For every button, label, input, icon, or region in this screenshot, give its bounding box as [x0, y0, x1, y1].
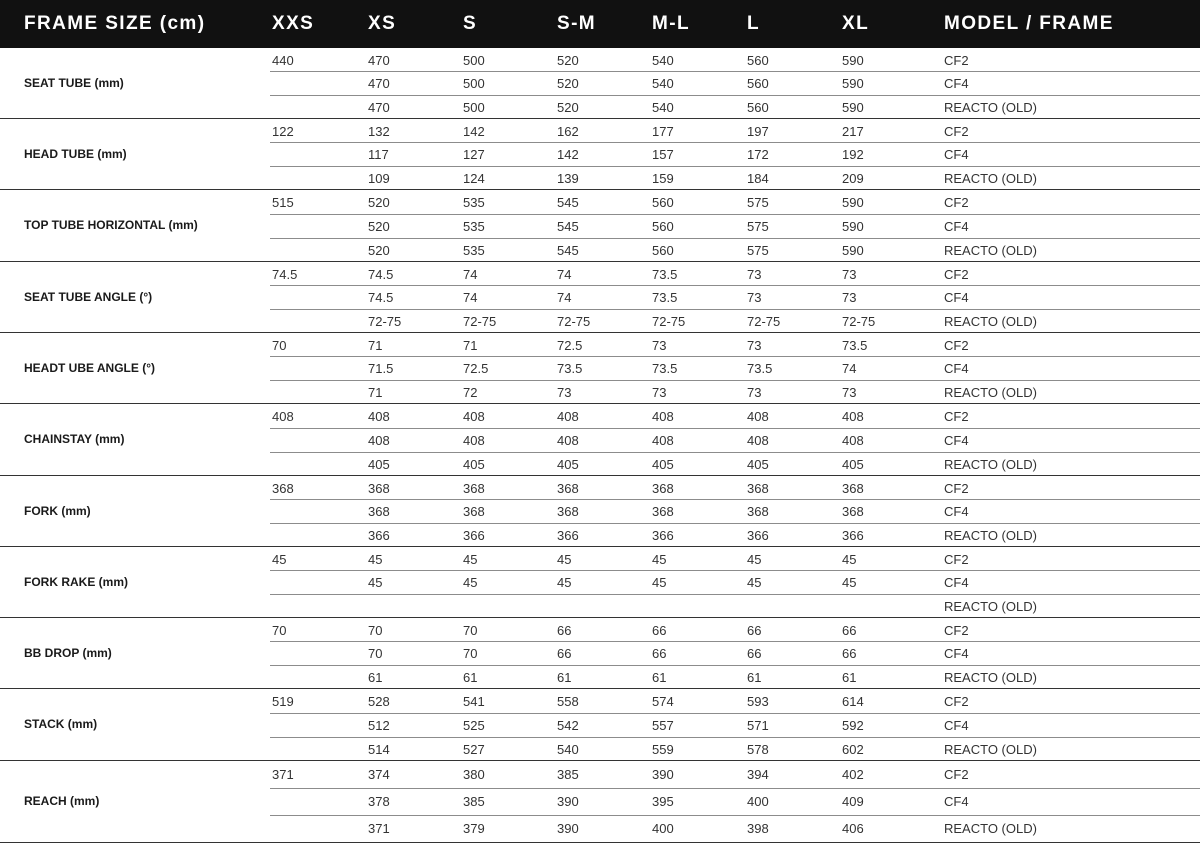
value-cell: 73.5 [652, 267, 678, 282]
value-cell: 520 [368, 219, 390, 234]
value-cell: 366 [842, 528, 864, 543]
model-cell: CF2 [944, 338, 969, 353]
value-cell: 540 [652, 76, 674, 91]
value-cell: 177 [652, 124, 674, 139]
value-cell: 61 [842, 670, 857, 685]
row-divider [270, 594, 1200, 595]
value-cell: 368 [747, 504, 769, 519]
value-cell: 408 [368, 409, 390, 424]
value-cell: 575 [747, 195, 769, 210]
value-cell: 590 [842, 243, 864, 258]
value-cell: 368 [842, 481, 864, 496]
value-cell: 519 [272, 694, 294, 709]
value-cell: 72-75 [652, 314, 686, 329]
value-cell: 578 [747, 742, 769, 757]
value-cell: 560 [652, 195, 674, 210]
value-cell: 368 [463, 481, 485, 496]
value-cell: 124 [463, 171, 485, 186]
table-group [0, 618, 1200, 689]
value-cell: 45 [368, 552, 383, 567]
value-cell: 71.5 [368, 361, 394, 376]
value-cell: 132 [368, 124, 390, 139]
model-cell: CF4 [944, 433, 969, 448]
parameter-label: SEAT TUBE (mm) [24, 75, 124, 90]
table-group [0, 119, 1200, 190]
value-cell: 400 [652, 821, 674, 836]
model-cell: CF4 [944, 504, 969, 519]
value-cell: 515 [272, 195, 294, 210]
value-cell: 408 [272, 409, 294, 424]
header-frame-size: FRAME SIZE (cm) [24, 13, 206, 34]
value-cell: 142 [557, 147, 579, 162]
value-cell: 380 [463, 767, 485, 782]
value-cell: 408 [842, 409, 864, 424]
value-cell: 66 [652, 623, 667, 638]
model-cell: CF2 [944, 552, 969, 567]
table-group [0, 48, 1200, 119]
row-divider [270, 356, 1200, 357]
value-cell: 560 [747, 53, 769, 68]
value-cell: 74 [557, 290, 572, 305]
value-cell: 394 [747, 767, 769, 782]
row-divider [270, 380, 1200, 381]
value-cell: 117 [368, 147, 389, 162]
value-cell: 366 [368, 528, 390, 543]
value-cell: 73 [747, 290, 762, 305]
value-cell: 73 [652, 338, 667, 353]
value-cell: 575 [747, 243, 769, 258]
model-cell: CF2 [944, 195, 969, 210]
row-divider [270, 452, 1200, 453]
value-cell: 127 [463, 147, 485, 162]
row-divider [270, 737, 1200, 738]
value-cell: 374 [368, 767, 390, 782]
header-size-s: S [463, 13, 478, 34]
value-cell: 61 [557, 670, 572, 685]
value-cell: 45 [463, 575, 478, 590]
value-cell: 45 [557, 575, 572, 590]
value-cell: 527 [463, 742, 485, 757]
table-group [0, 262, 1200, 333]
value-cell: 73.5 [652, 290, 678, 305]
value-cell: 390 [557, 794, 579, 809]
row-divider [270, 815, 1200, 816]
value-cell: 558 [557, 694, 579, 709]
model-cell: CF4 [944, 219, 969, 234]
value-cell: 61 [463, 670, 478, 685]
parameter-label: SEAT TUBE ANGLE (°) [24, 289, 153, 304]
value-cell: 73 [652, 385, 667, 400]
value-cell: 500 [463, 53, 485, 68]
model-cell: REACTO (OLD) [944, 528, 1037, 543]
value-cell: 470 [368, 100, 390, 115]
value-cell: 535 [463, 219, 485, 234]
value-cell: 590 [842, 76, 864, 91]
row-divider [270, 95, 1200, 96]
value-cell: 400 [747, 794, 769, 809]
value-cell: 61 [652, 670, 667, 685]
header-size-m-l: M-L [652, 13, 690, 34]
value-cell: 368 [842, 504, 864, 519]
value-cell: 390 [557, 821, 579, 836]
value-cell: 398 [747, 821, 769, 836]
value-cell: 45 [652, 552, 667, 567]
model-cell: CF4 [944, 794, 969, 809]
value-cell: 406 [842, 821, 864, 836]
value-cell: 408 [652, 409, 674, 424]
model-cell: CF4 [944, 76, 969, 91]
value-cell: 73.5 [747, 361, 773, 376]
value-cell: 520 [368, 195, 390, 210]
value-cell: 368 [272, 481, 294, 496]
model-cell: CF2 [944, 481, 969, 496]
value-cell: 405 [463, 457, 485, 472]
value-cell: 590 [842, 219, 864, 234]
model-cell: REACTO (OLD) [944, 314, 1037, 329]
value-cell: 66 [747, 623, 762, 638]
table-group [0, 547, 1200, 618]
value-cell: 366 [747, 528, 769, 543]
value-cell: 408 [463, 433, 485, 448]
value-cell: 500 [463, 76, 485, 91]
model-cell: CF2 [944, 267, 969, 282]
value-cell: 368 [557, 504, 579, 519]
model-cell: REACTO (OLD) [944, 171, 1037, 186]
row-divider [270, 309, 1200, 310]
row-divider [270, 665, 1200, 666]
value-cell: 73.5 [557, 361, 583, 376]
value-cell: 385 [557, 767, 579, 782]
value-cell: 378 [368, 794, 390, 809]
parameter-label: FORK (mm) [24, 503, 91, 518]
model-cell: REACTO (OLD) [944, 243, 1037, 258]
value-cell: 560 [652, 243, 674, 258]
value-cell: 557 [652, 718, 674, 733]
value-cell: 71 [368, 338, 383, 353]
value-cell: 70 [368, 623, 383, 638]
value-cell: 602 [842, 742, 864, 757]
value-cell: 192 [842, 147, 864, 162]
model-cell: CF2 [944, 124, 969, 139]
table-group [0, 333, 1200, 404]
parameter-label: REACH (mm) [24, 794, 100, 808]
value-cell: 73 [747, 267, 762, 282]
value-cell: 72-75 [368, 314, 402, 329]
value-cell: 408 [368, 433, 390, 448]
value-cell: 574 [652, 694, 674, 709]
row-divider [270, 428, 1200, 429]
value-cell: 545 [557, 195, 579, 210]
value-cell: 45 [842, 552, 857, 567]
parameter-label: HEAD TUBE (mm) [24, 146, 127, 161]
value-cell: 560 [652, 219, 674, 234]
model-cell: CF2 [944, 623, 969, 638]
value-cell: 74 [463, 267, 478, 282]
value-cell: 70 [272, 338, 287, 353]
value-cell: 535 [463, 195, 485, 210]
model-cell: REACTO (OLD) [944, 821, 1037, 836]
value-cell: 560 [747, 76, 769, 91]
row-divider [270, 713, 1200, 714]
value-cell: 500 [463, 100, 485, 115]
value-cell: 217 [842, 124, 864, 139]
value-cell: 520 [557, 76, 579, 91]
value-cell: 73 [747, 338, 762, 353]
value-cell: 209 [842, 171, 864, 186]
value-cell: 535 [463, 243, 485, 258]
parameter-label: HEADT UBE ANGLE (°) [24, 360, 156, 375]
value-cell: 571 [747, 718, 769, 733]
value-cell: 73.5 [652, 361, 678, 376]
value-cell: 45 [652, 575, 667, 590]
value-cell: 45 [747, 552, 762, 567]
value-cell: 72-75 [842, 314, 876, 329]
row-divider [270, 641, 1200, 642]
value-cell: 139 [557, 171, 579, 186]
value-cell: 395 [652, 794, 674, 809]
model-cell: CF2 [944, 767, 969, 782]
value-cell: 590 [842, 195, 864, 210]
value-cell: 72 [463, 385, 478, 400]
value-cell: 66 [652, 646, 667, 661]
row-divider [270, 570, 1200, 571]
table-group [0, 689, 1200, 761]
value-cell: 45 [368, 575, 383, 590]
value-cell: 157 [652, 147, 674, 162]
table-group [0, 761, 1200, 843]
value-cell: 405 [557, 457, 579, 472]
value-cell: 590 [842, 100, 864, 115]
value-cell: 73 [747, 385, 762, 400]
value-cell: 184 [747, 171, 769, 186]
value-cell: 142 [463, 124, 485, 139]
value-cell: 405 [652, 457, 674, 472]
parameter-label: BB DROP (mm) [24, 645, 112, 660]
value-cell: 408 [557, 409, 579, 424]
value-cell: 45 [557, 552, 572, 567]
table-group [0, 190, 1200, 262]
header-model-frame: MODEL / FRAME [944, 13, 1114, 34]
value-cell: 405 [368, 457, 390, 472]
parameter-label: CHAINSTAY (mm) [24, 432, 125, 446]
value-cell: 73 [842, 290, 857, 305]
value-cell: 74 [463, 290, 478, 305]
value-cell: 72.5 [463, 361, 489, 376]
header-size-xl: XL [842, 13, 870, 34]
row-divider [270, 71, 1200, 72]
model-cell: CF4 [944, 290, 969, 305]
value-cell: 470 [368, 53, 390, 68]
value-cell: 71 [463, 338, 478, 353]
row-divider [270, 523, 1200, 524]
value-cell: 514 [368, 742, 390, 757]
model-cell: CF4 [944, 147, 969, 162]
value-cell: 525 [463, 718, 485, 733]
value-cell: 45 [842, 575, 857, 590]
value-cell: 368 [557, 481, 579, 496]
row-divider [270, 499, 1200, 500]
value-cell: 575 [747, 219, 769, 234]
model-cell: CF4 [944, 718, 969, 733]
table-group [0, 404, 1200, 476]
value-cell: 71 [368, 385, 383, 400]
value-cell: 66 [557, 646, 572, 661]
parameter-label: STACK (mm) [24, 717, 98, 731]
value-cell: 73 [842, 267, 857, 282]
value-cell: 73 [557, 385, 572, 400]
value-cell: 74 [842, 361, 857, 376]
value-cell: 440 [272, 53, 294, 68]
value-cell: 73 [842, 385, 857, 400]
value-cell: 66 [557, 623, 572, 638]
value-cell: 72.5 [557, 338, 583, 353]
row-divider [270, 214, 1200, 215]
value-cell: 66 [842, 646, 857, 661]
table-header [0, 0, 1200, 48]
value-cell: 74.5 [272, 267, 298, 282]
value-cell: 520 [368, 243, 390, 258]
value-cell: 408 [463, 409, 485, 424]
value-cell: 72-75 [463, 314, 497, 329]
value-cell: 197 [747, 124, 769, 139]
model-cell: CF4 [944, 361, 969, 376]
value-cell: 402 [842, 767, 864, 782]
value-cell: 540 [652, 100, 674, 115]
model-cell: REACTO (OLD) [944, 385, 1037, 400]
value-cell: 172 [747, 147, 769, 162]
value-cell: 162 [557, 124, 579, 139]
value-cell: 540 [652, 53, 674, 68]
value-cell: 368 [747, 481, 769, 496]
value-cell: 408 [747, 409, 769, 424]
value-cell: 528 [368, 694, 390, 709]
value-cell: 593 [747, 694, 769, 709]
model-cell: REACTO (OLD) [944, 457, 1037, 472]
header-size-l: L [747, 13, 761, 34]
value-cell: 560 [747, 100, 769, 115]
model-cell: CF4 [944, 575, 969, 590]
value-cell: 592 [842, 718, 864, 733]
header-size-s-m: S-M [557, 13, 597, 34]
row-divider [270, 788, 1200, 789]
value-cell: 61 [747, 670, 762, 685]
value-cell: 70 [368, 646, 383, 661]
value-cell: 371 [272, 767, 294, 782]
table-group [0, 476, 1200, 547]
value-cell: 72-75 [557, 314, 591, 329]
value-cell: 368 [652, 504, 674, 519]
header-size-xs: XS [368, 13, 397, 34]
model-cell: REACTO (OLD) [944, 742, 1037, 757]
value-cell: 368 [463, 504, 485, 519]
value-cell: 109 [368, 171, 390, 186]
value-cell: 559 [652, 742, 674, 757]
model-cell: CF2 [944, 53, 969, 68]
value-cell: 366 [463, 528, 485, 543]
parameter-label: TOP TUBE HORIZONTAL (mm) [24, 218, 198, 232]
value-cell: 541 [463, 694, 485, 709]
value-cell: 45 [272, 552, 287, 567]
value-cell: 45 [463, 552, 478, 567]
value-cell: 545 [557, 243, 579, 258]
value-cell: 590 [842, 53, 864, 68]
value-cell: 545 [557, 219, 579, 234]
value-cell: 70 [463, 646, 478, 661]
value-cell: 408 [747, 433, 769, 448]
value-cell: 70 [272, 623, 287, 638]
model-cell: CF2 [944, 694, 969, 709]
value-cell: 614 [842, 694, 864, 709]
parameter-label: FORK RAKE (mm) [24, 574, 128, 589]
model-cell: REACTO (OLD) [944, 670, 1037, 685]
value-cell: 470 [368, 76, 390, 91]
value-cell: 45 [747, 575, 762, 590]
value-cell: 368 [368, 481, 390, 496]
row-divider [270, 238, 1200, 239]
value-cell: 159 [652, 171, 674, 186]
value-cell: 390 [652, 767, 674, 782]
model-cell: REACTO (OLD) [944, 599, 1037, 614]
value-cell: 408 [652, 433, 674, 448]
value-cell: 66 [842, 623, 857, 638]
value-cell: 371 [368, 821, 390, 836]
value-cell: 405 [747, 457, 769, 472]
value-cell: 379 [463, 821, 485, 836]
value-cell: 512 [368, 718, 390, 733]
row-divider [270, 166, 1200, 167]
value-cell: 520 [557, 53, 579, 68]
model-cell: CF4 [944, 646, 969, 661]
header-size-xxs: XXS [272, 13, 315, 34]
value-cell: 73.5 [842, 338, 868, 353]
value-cell: 366 [557, 528, 579, 543]
value-cell: 408 [842, 433, 864, 448]
value-cell: 542 [557, 718, 579, 733]
value-cell: 74.5 [368, 290, 394, 305]
model-cell: REACTO (OLD) [944, 100, 1037, 115]
value-cell: 70 [463, 623, 478, 638]
value-cell: 122 [272, 124, 294, 139]
value-cell: 385 [463, 794, 485, 809]
value-cell: 74.5 [368, 267, 394, 282]
value-cell: 72-75 [747, 314, 781, 329]
value-cell: 408 [557, 433, 579, 448]
model-cell: CF2 [944, 409, 969, 424]
value-cell: 366 [652, 528, 674, 543]
value-cell: 74 [557, 267, 572, 282]
value-cell: 61 [368, 670, 383, 685]
value-cell: 66 [747, 646, 762, 661]
value-cell: 405 [842, 457, 864, 472]
value-cell: 409 [842, 794, 864, 809]
row-divider [270, 285, 1200, 286]
value-cell: 520 [557, 100, 579, 115]
row-divider [270, 142, 1200, 143]
value-cell: 368 [368, 504, 390, 519]
value-cell: 540 [557, 742, 579, 757]
value-cell: 368 [652, 481, 674, 496]
